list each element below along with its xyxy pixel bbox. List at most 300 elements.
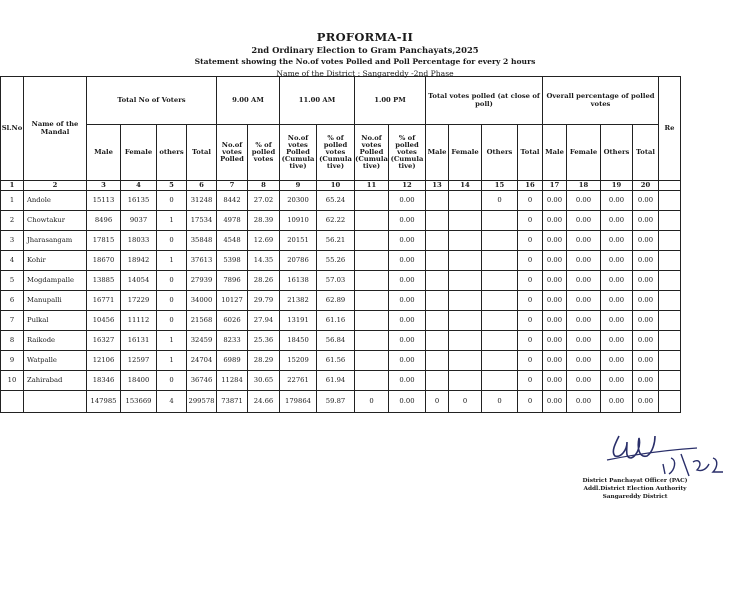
pct-11am: 56.21: [317, 231, 355, 251]
voters-male: 12106: [87, 351, 121, 371]
polled-11am: 20786: [280, 251, 317, 271]
voters-female: 18400: [121, 371, 157, 391]
mandal-name: Chowtakur: [24, 211, 87, 231]
close-others: [482, 271, 518, 291]
mandal-name: Mogdampalle: [24, 271, 87, 291]
pct-11am: 56.84: [317, 331, 355, 351]
remarks-cell: [659, 311, 681, 331]
header-9am-pct: % of polled votes: [248, 125, 280, 181]
polled-9am: 4548: [217, 231, 248, 251]
close-male: [426, 351, 449, 371]
total-pct-1pm: 0.00: [389, 391, 426, 413]
column-number: 3: [87, 181, 121, 191]
polled-1pm: [355, 251, 389, 271]
polled-1pm: [355, 231, 389, 251]
voters-male: 18346: [87, 371, 121, 391]
pct-11am: 65.24: [317, 191, 355, 211]
close-total: 0: [518, 231, 543, 251]
voters-male: 10456: [87, 311, 121, 331]
close-others: [482, 251, 518, 271]
remarks-cell: [659, 271, 681, 291]
overall-others: 0.00: [601, 311, 633, 331]
remarks-cell: [659, 391, 681, 413]
overall-female: 0.00: [567, 291, 601, 311]
voters-others: 1: [157, 331, 187, 351]
pct-1pm: 0.00: [389, 231, 426, 251]
header-9am: 9.00 AM: [217, 77, 280, 125]
remarks-cell: [659, 251, 681, 271]
header-11am-votes: No.of votes Polled (Cumula tive): [280, 125, 317, 181]
pct-11am: 55.26: [317, 251, 355, 271]
table-row: [1, 331, 681, 351]
polled-1pm: [355, 311, 389, 331]
overall-female: 0.00: [567, 231, 601, 251]
column-number: 13: [426, 181, 449, 191]
polled-9am: 7896: [217, 271, 248, 291]
close-male: [426, 211, 449, 231]
header-overall-male: Male: [543, 125, 567, 181]
table-row: [1, 351, 681, 371]
overall-total: 0.00: [633, 371, 659, 391]
header-slno: Sl.No: [1, 77, 24, 181]
table-row: [1, 271, 681, 291]
overall-female: 0.00: [567, 371, 601, 391]
close-male: [426, 251, 449, 271]
total-overall-male: 0.00: [543, 391, 567, 413]
close-total: 0: [518, 311, 543, 331]
overall-male: 0.00: [543, 351, 567, 371]
overall-others: 0.00: [601, 211, 633, 231]
voters-female: 11112: [121, 311, 157, 331]
voters-male: 17815: [87, 231, 121, 251]
close-female: [449, 291, 482, 311]
overall-male: 0.00: [543, 311, 567, 331]
column-number: 17: [543, 181, 567, 191]
close-total: 0: [518, 271, 543, 291]
polled-9am: 4978: [217, 211, 248, 231]
voters-total: 21568: [187, 311, 217, 331]
overall-male: 0.00: [543, 371, 567, 391]
sl-no: 9: [1, 351, 24, 371]
column-number: 14: [449, 181, 482, 191]
pct-11am: 61.94: [317, 371, 355, 391]
header-1pm: 1.00 PM: [355, 77, 426, 125]
header-close-others: Others: [482, 125, 518, 181]
voters-total: 31248: [187, 191, 217, 211]
voters-total: 37613: [187, 251, 217, 271]
overall-total: 0.00: [633, 211, 659, 231]
close-male: [426, 331, 449, 351]
voters-others: 0: [157, 191, 187, 211]
overall-male: 0.00: [543, 291, 567, 311]
column-number: 1: [1, 181, 24, 191]
column-number: 16: [518, 181, 543, 191]
close-others: [482, 331, 518, 351]
header-close-total: Total: [518, 125, 543, 181]
total-voters-total: 299578: [187, 391, 217, 413]
overall-others: 0.00: [601, 291, 633, 311]
polled-1pm: [355, 211, 389, 231]
column-number: 15: [482, 181, 518, 191]
close-total: 0: [518, 211, 543, 231]
pct-9am: 27.94: [248, 311, 280, 331]
pct-11am: 61.56: [317, 351, 355, 371]
overall-total: 0.00: [633, 311, 659, 331]
mandal-name: Watpalle: [24, 351, 87, 371]
column-number: 12: [389, 181, 426, 191]
table-row: [1, 231, 681, 251]
close-total: 0: [518, 351, 543, 371]
subtitle-statement: Statement showing the No.of votes Polled and Poll Percentage for every 2 hours: [194, 57, 536, 66]
overall-male: 0.00: [543, 251, 567, 271]
close-others: [482, 311, 518, 331]
polled-9am: 8442: [217, 191, 248, 211]
polled-9am: 5398: [217, 251, 248, 271]
overall-male: 0.00: [543, 231, 567, 251]
pct-1pm: 0.00: [389, 271, 426, 291]
overall-female: 0.00: [567, 191, 601, 211]
header-female: Female: [121, 125, 157, 181]
voters-total: 17534: [187, 211, 217, 231]
voters-others: 0: [157, 271, 187, 291]
page-title: PROFORMA-II: [316, 30, 414, 44]
pct-1pm: 0.00: [389, 251, 426, 271]
polled-9am: 10127: [217, 291, 248, 311]
total-overall-total: 0.00: [633, 391, 659, 413]
voters-female: 17229: [121, 291, 157, 311]
polled-1pm: [355, 291, 389, 311]
polled-11am: 18450: [280, 331, 317, 351]
overall-male: 0.00: [543, 331, 567, 351]
signature-authority: Addl.District Election Authority: [583, 486, 687, 492]
close-female: [449, 351, 482, 371]
header-close-of-poll: Total votes polled (at close of poll): [426, 77, 543, 125]
column-number: 2: [24, 181, 87, 191]
mandal-name: Manupalli: [24, 291, 87, 311]
overall-total: 0.00: [633, 231, 659, 251]
total-overall-female: 0.00: [567, 391, 601, 413]
voters-total: 27939: [187, 271, 217, 291]
total-voters-female: 153669: [121, 391, 157, 413]
close-total: 0: [518, 251, 543, 271]
pct-9am: 25.36: [248, 331, 280, 351]
total-voters-others: 4: [157, 391, 187, 413]
polled-9am: 6989: [217, 351, 248, 371]
pct-11am: 61.16: [317, 311, 355, 331]
voters-total: 34000: [187, 291, 217, 311]
remarks-cell: [659, 331, 681, 351]
voters-female: 16131: [121, 331, 157, 351]
voters-total: 32459: [187, 331, 217, 351]
mandal-name: Raikode: [24, 331, 87, 351]
close-others: [482, 291, 518, 311]
total-pct-11am: 59.87: [317, 391, 355, 413]
overall-total: 0.00: [633, 291, 659, 311]
pct-1pm: 0.00: [389, 331, 426, 351]
voters-others: 0: [157, 231, 187, 251]
close-male: [426, 371, 449, 391]
close-others: [482, 351, 518, 371]
pct-1pm: 0.00: [389, 291, 426, 311]
header-9am-votes: No.of votes Polled: [217, 125, 248, 181]
close-female: [449, 331, 482, 351]
close-female: [449, 211, 482, 231]
voters-male: 13885: [87, 271, 121, 291]
header-1pm-pct: % of polled votes (Cumula tive): [389, 125, 426, 181]
voters-total: 24704: [187, 351, 217, 371]
close-female: [449, 271, 482, 291]
close-female: [449, 311, 482, 331]
total-pct-9am: 24.66: [248, 391, 280, 413]
close-male: [426, 291, 449, 311]
close-others: 0: [482, 191, 518, 211]
polled-9am: 8233: [217, 331, 248, 351]
overall-others: 0.00: [601, 371, 633, 391]
polled-9am: 6026: [217, 311, 248, 331]
close-male: [426, 231, 449, 251]
table-row: [1, 211, 681, 231]
header-overall-others: Others: [601, 125, 633, 181]
header-total-voters: Total No of Voters: [87, 77, 217, 125]
voters-female: 18033: [121, 231, 157, 251]
polled-1pm: [355, 331, 389, 351]
mandal-name: Zahirabad: [24, 371, 87, 391]
polled-1pm: [355, 351, 389, 371]
header-mandal: Name of the Mandal: [24, 77, 87, 181]
pct-9am: 28.26: [248, 271, 280, 291]
polled-11am: 10910: [280, 211, 317, 231]
polled-11am: 20300: [280, 191, 317, 211]
sl-no: 7: [1, 311, 24, 331]
signature-designation: District Panchayat Officer (PAC): [582, 478, 688, 484]
polled-1pm: [355, 371, 389, 391]
polled-11am: 22761: [280, 371, 317, 391]
pct-11am: 57.03: [317, 271, 355, 291]
mandal-name: Pulkal: [24, 311, 87, 331]
polled-11am: 16138: [280, 271, 317, 291]
polled-11am: 20151: [280, 231, 317, 251]
total-overall-others: 0.00: [601, 391, 633, 413]
column-number: 4: [121, 181, 157, 191]
header-overall-percentage: Overall percentage of polled votes: [543, 77, 659, 125]
close-others: [482, 231, 518, 251]
table-row: [1, 251, 681, 271]
column-number: 5: [157, 181, 187, 191]
remarks-cell: [659, 231, 681, 251]
overall-female: 0.00: [567, 271, 601, 291]
pct-9am: 28.39: [248, 211, 280, 231]
mandal-name: Andole: [24, 191, 87, 211]
pct-1pm: 0.00: [389, 191, 426, 211]
overall-female: 0.00: [567, 251, 601, 271]
overall-male: 0.00: [543, 271, 567, 291]
pct-1pm: 0.00: [389, 351, 426, 371]
pct-1pm: 0.00: [389, 211, 426, 231]
voters-others: 1: [157, 351, 187, 371]
header-close-female: Female: [449, 125, 482, 181]
totals-row: [1, 391, 681, 413]
voters-female: 18942: [121, 251, 157, 271]
overall-others: 0.00: [601, 231, 633, 251]
close-female: [449, 371, 482, 391]
subtitle-district: Name of the District : Sangareddy -2nd Phase: [276, 69, 454, 78]
voters-others: 0: [157, 311, 187, 331]
voters-male: 15113: [87, 191, 121, 211]
pct-9am: 12.69: [248, 231, 280, 251]
column-number: 20: [633, 181, 659, 191]
column-number: 10: [317, 181, 355, 191]
overall-total: 0.00: [633, 331, 659, 351]
total-close-total: 0: [518, 391, 543, 413]
header-others: others: [157, 125, 187, 181]
column-number: 7: [217, 181, 248, 191]
close-female: [449, 231, 482, 251]
sl-no: 1: [1, 191, 24, 211]
total-sl-no: [1, 391, 24, 413]
overall-female: 0.00: [567, 331, 601, 351]
overall-total: 0.00: [633, 251, 659, 271]
voters-total: 35848: [187, 231, 217, 251]
close-female: [449, 251, 482, 271]
pct-1pm: 0.00: [389, 371, 426, 391]
column-number: [659, 181, 681, 191]
total-close-male: 0: [426, 391, 449, 413]
subtitle-election: 2nd Ordinary Election to Gram Panchayats,2025: [251, 45, 479, 55]
voters-female: 14054: [121, 271, 157, 291]
mandal-name: Jharasangam: [24, 231, 87, 251]
total-close-others: 0: [482, 391, 518, 413]
total-polled-9am: 73871: [217, 391, 248, 413]
overall-total: 0.00: [633, 351, 659, 371]
remarks-cell: [659, 211, 681, 231]
pct-9am: 14.35: [248, 251, 280, 271]
header-male: Male: [87, 125, 121, 181]
column-number: 6: [187, 181, 217, 191]
pct-11am: 62.22: [317, 211, 355, 231]
sl-no: 10: [1, 371, 24, 391]
column-number: 8: [248, 181, 280, 191]
sl-no: 3: [1, 231, 24, 251]
voters-total: 36746: [187, 371, 217, 391]
voters-female: 12597: [121, 351, 157, 371]
pct-11am: 62.89: [317, 291, 355, 311]
voters-male: 18670: [87, 251, 121, 271]
overall-female: 0.00: [567, 311, 601, 331]
voters-female: 16135: [121, 191, 157, 211]
pct-1pm: 0.00: [389, 311, 426, 331]
overall-female: 0.00: [567, 211, 601, 231]
mandal-name: Kohir: [24, 251, 87, 271]
close-others: [482, 211, 518, 231]
polled-1pm: [355, 191, 389, 211]
overall-male: 0.00: [543, 211, 567, 231]
remarks-cell: [659, 351, 681, 371]
close-total: 0: [518, 291, 543, 311]
pct-9am: 30.65: [248, 371, 280, 391]
table-row: [1, 291, 681, 311]
remarks-cell: [659, 291, 681, 311]
total-mandal-name: [24, 391, 87, 413]
close-others: [482, 371, 518, 391]
overall-total: 0.00: [633, 191, 659, 211]
header-total: Total: [187, 125, 217, 181]
total-close-female: 0: [449, 391, 482, 413]
overall-male: 0.00: [543, 191, 567, 211]
close-total: 0: [518, 191, 543, 211]
poll-table: [0, 76, 681, 413]
remarks-cell: [659, 371, 681, 391]
voters-female: 9037: [121, 211, 157, 231]
polled-1pm: [355, 271, 389, 291]
close-total: 0: [518, 331, 543, 351]
polled-11am: 21382: [280, 291, 317, 311]
polled-11am: 15209: [280, 351, 317, 371]
signature-mark: [597, 428, 730, 478]
header-overall-female: Female: [567, 125, 601, 181]
voters-others: 0: [157, 291, 187, 311]
voters-male: 8496: [87, 211, 121, 231]
column-number: 11: [355, 181, 389, 191]
header-close-male: Male: [426, 125, 449, 181]
sl-no: 2: [1, 211, 24, 231]
sl-no: 6: [1, 291, 24, 311]
remarks-cell: [659, 191, 681, 211]
table-row: [1, 371, 681, 391]
column-number-row: [1, 181, 681, 191]
overall-others: 0.00: [601, 271, 633, 291]
sl-no: 5: [1, 271, 24, 291]
voters-male: 16327: [87, 331, 121, 351]
close-male: [426, 191, 449, 211]
close-total: 0: [518, 371, 543, 391]
pct-9am: 29.79: [248, 291, 280, 311]
header-1pm-votes: No.of votes Polled (Cumula tive): [355, 125, 389, 181]
close-male: [426, 271, 449, 291]
overall-others: 0.00: [601, 351, 633, 371]
header-11am-pct: % of polled votes (Cumula tive): [317, 125, 355, 181]
overall-others: 0.00: [601, 331, 633, 351]
total-polled-11am: 179864: [280, 391, 317, 413]
column-number: 18: [567, 181, 601, 191]
polled-11am: 13191: [280, 311, 317, 331]
voters-others: 1: [157, 211, 187, 231]
header-remarks: Re: [659, 77, 681, 181]
sl-no: 4: [1, 251, 24, 271]
overall-total: 0.00: [633, 271, 659, 291]
column-number: 9: [280, 181, 317, 191]
sl-no: 8: [1, 331, 24, 351]
signature-district: Sangareddy District: [602, 494, 668, 500]
table-row: [1, 191, 681, 211]
polled-9am: 11284: [217, 371, 248, 391]
table-row: [1, 311, 681, 331]
pct-9am: 27.02: [248, 191, 280, 211]
close-female: [449, 191, 482, 211]
header-overall-total: Total: [633, 125, 659, 181]
overall-others: 0.00: [601, 191, 633, 211]
overall-female: 0.00: [567, 351, 601, 371]
column-number: 19: [601, 181, 633, 191]
total-polled-1pm: 0: [355, 391, 389, 413]
close-male: [426, 311, 449, 331]
overall-others: 0.00: [601, 251, 633, 271]
voters-male: 16771: [87, 291, 121, 311]
voters-others: 0: [157, 371, 187, 391]
total-voters-male: 147985: [87, 391, 121, 413]
voters-others: 1: [157, 251, 187, 271]
pct-9am: 28.29: [248, 351, 280, 371]
header-11am: 11.00 AM: [280, 77, 355, 125]
